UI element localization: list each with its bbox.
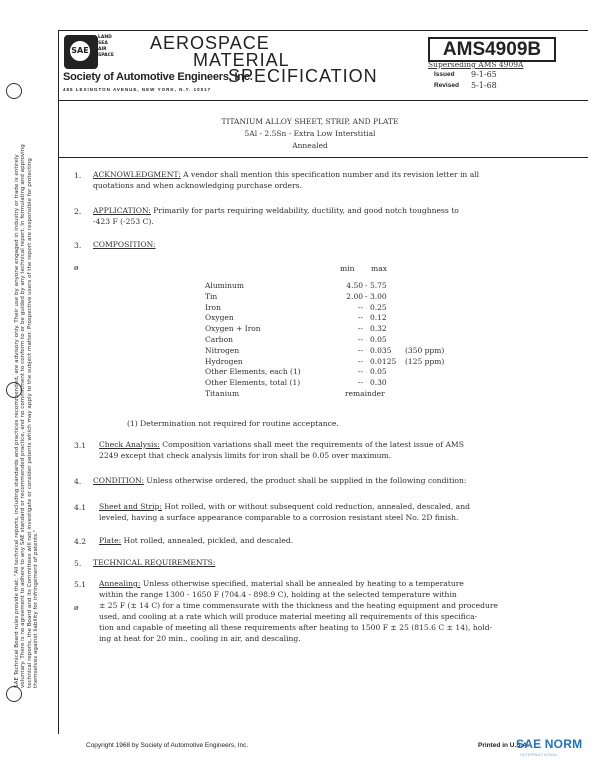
composition-max: 0.30 [370,378,387,388]
comp-max-label: max [371,264,388,273]
notice-text: SAE Technical Board rules provide that: "All technical reports, including standards and practices recommended, are advisory only. Their use by anyone engaged in industry or trade is entirely voluntary. There is no agreement to adhere to any SAE standard or recommended practice, and no commitment to conform to or be guided by any technical report. In formulating and approving technical reports, the Board and its Committees will not investigate or consider patents which may apply to the subject matter. Prospective users of the report are responsible for protecting themselves against liability for infringement of patents." [14,144,40,688]
s4-number: 4. [74,477,82,486]
composition-min: -- [357,345,363,355]
s2-heading: APPLICATION: [93,206,151,215]
society-name: Society of Automotive Engineers, Inc. [63,71,253,83]
composition-row [205,378,525,388]
sae-norm-watermark: SAE NORM [516,737,583,751]
punch-hole-top [6,83,22,99]
header-top-rule [58,30,588,31]
logo-side-land: LAND [98,35,112,40]
s31-paragraph [99,439,588,461]
composition-min: -- [357,302,363,312]
s51-text-line2: within the range 1300 - 1650 F (704.4 - 898.9 C), holding at the selected temperature within [99,590,457,599]
composition-element: Other Elements, total (1) [205,378,301,388]
superseding-note: Superseding AMS 4909A [428,60,524,69]
doc-title-line1: TITANIUM ALLOY SHEET, STRIP, AND PLATE [221,117,399,126]
composition-element: Hydrogen [205,356,243,366]
sae-technical-board-notice [2,128,52,688]
s42-paragraph [99,535,588,546]
composition-element: Nitrogen [205,345,240,355]
s2-text-line1: Primarily for parts requiring weldability, ductility, and good notch toughness to [153,206,459,215]
s51-text-line5: tion and capable of meeting all these requirements after heating to 1500 F ± 25 (815.6 C ± 14), hold- [99,623,493,632]
composition-row [205,335,525,345]
title-bottom-rule [58,157,588,158]
logo-side-air: AIR [98,47,107,52]
composition-max: 0.05 [370,367,387,377]
composition-max: 0.05 [370,335,387,344]
composition-row [205,313,525,323]
s41-paragraph [99,501,588,523]
s51-text-line1: Unless otherwise specified, material shall be annealed by heating to a temperature [142,579,464,588]
composition-max: 3.00 [370,291,387,301]
composition-element: Iron [205,302,221,312]
composition-element: Other Elements, each (1) [205,367,301,377]
composition-row [205,281,525,291]
s4-text-line1: Unless otherwise ordered, the product shall be supplied in the following condition: [146,476,467,485]
s41-number: 4.1 [74,503,87,512]
logo-side-space: SPACE [98,53,114,58]
s51-heading: Annealing: [99,579,141,588]
composition-max: 0.035 [370,345,392,355]
s51-paragraph [99,578,588,644]
s3-phi-mark: ø [74,263,79,272]
spec-number-box: AMS4909B [428,37,556,62]
s41-text-line1: Hot rolled, with or without subsequent cold reduction, annealed, descaled, and [164,502,470,511]
s3-number: 3. [74,241,82,250]
header-bottom-rule [58,100,588,101]
composition-min: 2.00 [346,291,363,301]
s2-number: 2. [74,207,82,216]
composition-element: Titanium [205,389,240,398]
left-margin-rule [58,30,59,734]
composition-element: Aluminum [205,281,244,290]
composition-row [205,324,525,334]
composition-min: -- [357,367,363,377]
copyright-notice: Copyright 1968 by Society of Automotive Engineers, Inc. [86,742,249,749]
sae-logo-icon [64,35,98,69]
punch-hole-bottom [6,686,22,702]
doc-title-line3: Annealed [292,141,328,150]
sae-logo-text: SAE [69,40,91,62]
composition-min: 4.50 [346,281,363,290]
s42-text-line1: Hot rolled, annealed, pickled, and descaled. [123,536,294,545]
composition-max: remainder [345,389,385,398]
composition-max: 0.25 [370,302,387,312]
composition-note: (350 ppm) [405,345,445,355]
composition-min: -- [357,378,363,388]
issued-label: Issued [434,71,455,78]
composition-max: 0.32 [370,324,387,334]
s51-phi-mark: ø [74,603,79,612]
s1-heading: ACKNOWLEDGMENT: [93,170,181,179]
s3-paragraph [93,239,156,250]
logo-side-text [98,35,114,59]
printed-in-usa: Printed in U.S.A. [478,742,529,749]
composition-element: Tin [205,291,218,301]
society-address: 485 LEXINGTON AVENUE, NEW YORK, N.Y. 10017 [63,87,212,92]
composition-max: 0.0125 [370,356,397,366]
composition-min: -- [357,324,363,334]
title-material: MATERIAL [193,50,290,70]
s51-text-line6: ing at heat for 20 min., cooling in air, and descaling. [99,634,301,643]
composition-note: (125 ppm) [405,356,445,366]
s1-paragraph [93,169,588,191]
s42-number: 4.2 [74,537,87,546]
composition-row [205,357,525,367]
title-aerospace: AEROSPACE [150,33,270,53]
s4-heading: CONDITION: [93,476,144,485]
s41-heading: Sheet and Strip: [99,502,162,511]
s42-heading: Plate: [99,536,122,545]
composition-element: Carbon [205,335,233,344]
s31-heading: Check Analysis: [99,440,160,449]
composition-max: 0.12 [370,313,387,323]
composition-row [205,292,525,302]
composition-footnote: (1) Determination not required for routine acceptance. [127,419,339,428]
revised-date: 5-1-68 [471,81,497,90]
composition-row [205,389,525,399]
s51-text-line4: used, and cooling at a rate which will produce material meeting all requirements of this specifica- [99,612,478,621]
s2-paragraph [93,205,588,227]
composition-row [205,346,525,356]
composition-range-dash: - [365,291,368,301]
title-specification: SPECIFICATION [228,66,378,86]
s41-text-line2: leveled, having a surface appearance comparable to a corrosion resistant steel No. 2D finish. [99,513,459,522]
s5-paragraph [93,557,215,568]
logo-side-sea: SEA [98,41,108,46]
composition-row [205,303,525,313]
s3-heading: COMPOSITION: [93,240,156,249]
issued-date: 9-1-65 [471,70,497,79]
s5-number: 5. [74,559,82,568]
s1-text-line2: quotations and when acknowledging purchase orders. [93,181,302,190]
s1-number: 1. [74,171,82,180]
s51-number: 5.1 [74,580,87,589]
s31-text-line2: 2249 except that check analysis limits for iron shall be 0.05 over maximum. [99,451,392,460]
s1-text-line1: A vendor shall mention this specification number and its revision letter in all [183,170,480,179]
sae-norm-watermark-sub: INTERNATIONAL [520,752,559,757]
s2-text-line2: -423 F (-253 C). [93,217,154,226]
composition-min: -- [357,335,363,344]
composition-row [205,367,525,377]
s31-number: 3.1 [74,441,87,450]
composition-range-dash: - [365,281,368,290]
s51-text-line3: ± 25 F (± 14 C) for a time commensurate with the thickness and the heating equipment and procedure [99,601,499,610]
comp-min-label: min [340,264,355,273]
composition-min: -- [357,313,363,323]
composition-max: 5.75 [370,281,387,290]
composition-min: -- [357,356,363,366]
composition-element: Oxygen [205,313,234,323]
doc-title-line2: 5Al - 2.5Sn - Extra Low Interstitial [244,129,376,138]
s31-text-line1: Composition variations shall meet the requirements of the latest issue of AMS [162,440,464,449]
s5-heading: TECHNICAL REQUIREMENTS: [93,558,216,567]
revised-label: Revised [434,82,459,89]
s4-paragraph [93,475,588,486]
composition-element: Oxygen + Iron [205,324,261,334]
